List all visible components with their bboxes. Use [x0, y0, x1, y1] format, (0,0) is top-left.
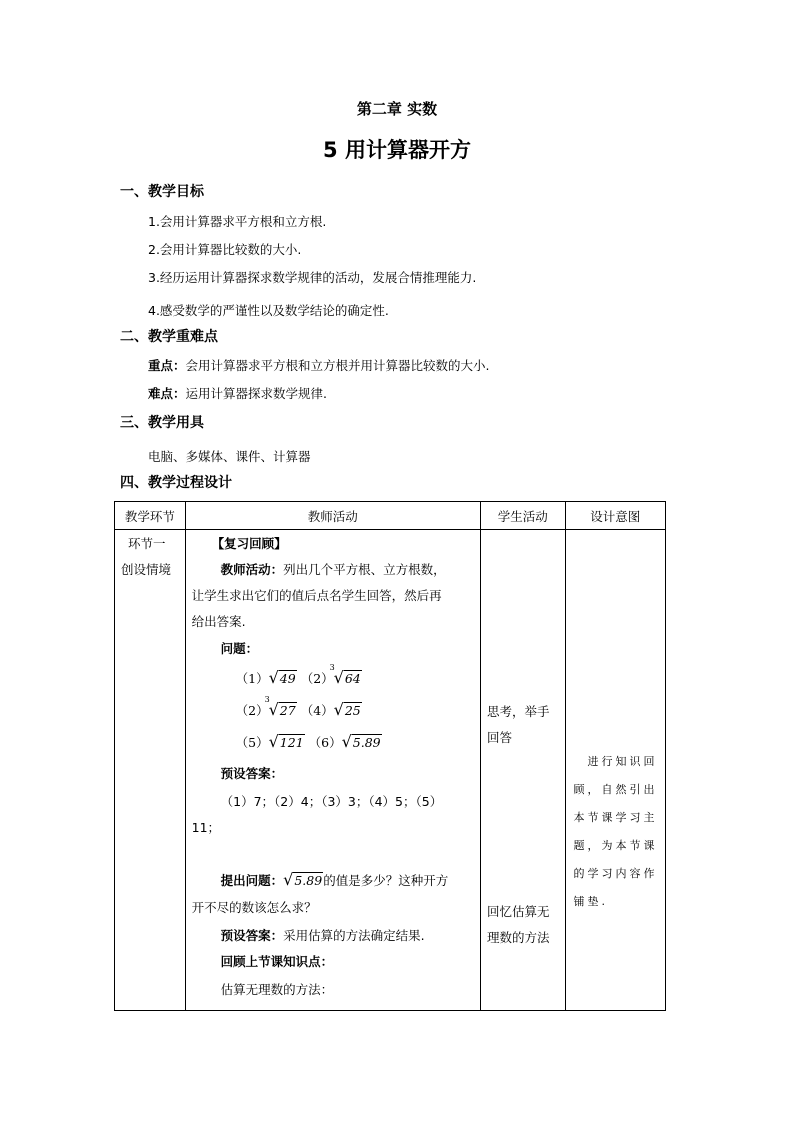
preset-answer-2 [221, 926, 425, 944]
activity-line: 给出答案. [191, 614, 246, 629]
activity-text: 列出几个平方根、立方根数， [283, 562, 446, 577]
student-line: 回答 [486, 730, 512, 745]
header-teacher: 教师活动 [185, 502, 480, 530]
preset-label: 预设答案： [220, 766, 284, 781]
sqrt-expression: √49 [268, 668, 296, 687]
intent-cell [565, 530, 666, 1011]
cbrt-expression: 3 √64 [329, 663, 361, 687]
page-title: 5 用计算器开方 [323, 138, 471, 162]
tools-heading: 三、教学用具 [120, 415, 204, 431]
question-number: （4） [300, 703, 334, 718]
goal-item: 3.经历运用计算器探求数学规律的活动，发展合情推理能力. [148, 270, 477, 285]
key-label: 重点： [148, 358, 186, 373]
difficult-label: 难点： [148, 386, 186, 401]
student-line: 思考，举手 [486, 704, 550, 719]
intent-text: 进行知识回顾，自然引出本节课学习主题，为本节课的学习内容作铺垫. [573, 755, 658, 908]
student-line: 理数的方法 [486, 930, 550, 945]
ask-line [221, 870, 449, 889]
cbrt-expression: 3 √27 [264, 695, 296, 719]
recall-label: 回顾上节课知识点： [220, 954, 334, 969]
question-number: （5） [235, 735, 269, 750]
goal-item: 2.会用计算器比较数的大小. [148, 242, 302, 257]
tools-text: 电脑、多媒体、课件、计算器 [148, 449, 311, 464]
key-points-heading: 二、教学重难点 [120, 329, 218, 345]
table-row [115, 530, 666, 1011]
question-number: （1） [235, 671, 269, 686]
stage-cell [115, 530, 186, 1011]
header-stage: 教学环节 [115, 502, 186, 530]
header-student: 学生活动 [480, 502, 565, 530]
student-cell [480, 530, 565, 1011]
ask-text: 的值是多少？这种开方 [323, 873, 449, 888]
root-index: 3 [329, 663, 335, 672]
question-label: 问题： [220, 641, 259, 656]
key-text: 会用计算器求平方根和立方根并用计算器比较数的大小. [185, 358, 490, 373]
question-row [235, 695, 362, 719]
activity-label: 教师活动： [220, 562, 284, 577]
radicand: 121 [279, 735, 304, 750]
question-number: （2） [300, 671, 334, 686]
sqrt-expression: √25 [333, 700, 361, 719]
radicand: 5.89 [352, 735, 381, 750]
goal-item: 1.会用计算器求平方根和立方根. [148, 214, 327, 229]
radicand: 64 [344, 671, 361, 686]
difficult-point [148, 384, 327, 402]
ask-label: 提出问题： [220, 873, 284, 888]
preset2-text: 采用估算的方法确定结果. [283, 928, 425, 943]
ask-line: 开不尽的数该怎么求？ [191, 900, 317, 915]
preset-answer: （1）7；（2）4；（3）3；（4）5；（5） [220, 794, 443, 809]
header-intent: 设计意图 [565, 502, 666, 530]
sqrt-expression: √5.89 [341, 732, 381, 751]
stage-line: 创设情境 [121, 562, 172, 577]
goals-heading: 一、教学目标 [120, 184, 204, 200]
chapter-title: 第二章 实数 [356, 100, 438, 118]
preset-answer: 11； [191, 820, 221, 835]
table-header-row [115, 502, 666, 530]
question-row [235, 663, 362, 687]
activity-line [221, 560, 446, 578]
preset2-label: 预设答案： [220, 928, 284, 943]
question-number: （6） [308, 735, 342, 750]
student-line: 回忆估算无 [486, 904, 550, 919]
root-index: 3 [264, 695, 270, 704]
review-title: 【复习回顾】 [211, 536, 287, 551]
radicand: 25 [344, 703, 361, 718]
question-number: （2） [235, 703, 269, 718]
process-table [114, 501, 666, 1011]
sqrt-expression: √121 [268, 732, 304, 751]
radicand: 5.89 [294, 873, 323, 888]
key-point [148, 356, 490, 374]
goal-item: 4.感受数学的严谨性以及数学结论的确定性. [148, 303, 389, 318]
process-heading: 四、教学过程设计 [120, 475, 232, 491]
teacher-cell [185, 530, 480, 1011]
stage-line: 环节一 [128, 536, 166, 551]
activity-line: 让学生求出它们的值后点名学生回答，然后再 [191, 588, 442, 603]
question-row [236, 732, 382, 751]
difficult-text: 运用计算器探求数学规律. [185, 386, 327, 401]
radicand: 27 [279, 703, 296, 718]
radicand: 49 [279, 671, 296, 686]
sqrt-expression: √5.89 [283, 870, 323, 889]
recall-text: 估算无理数的方法： [220, 982, 334, 997]
